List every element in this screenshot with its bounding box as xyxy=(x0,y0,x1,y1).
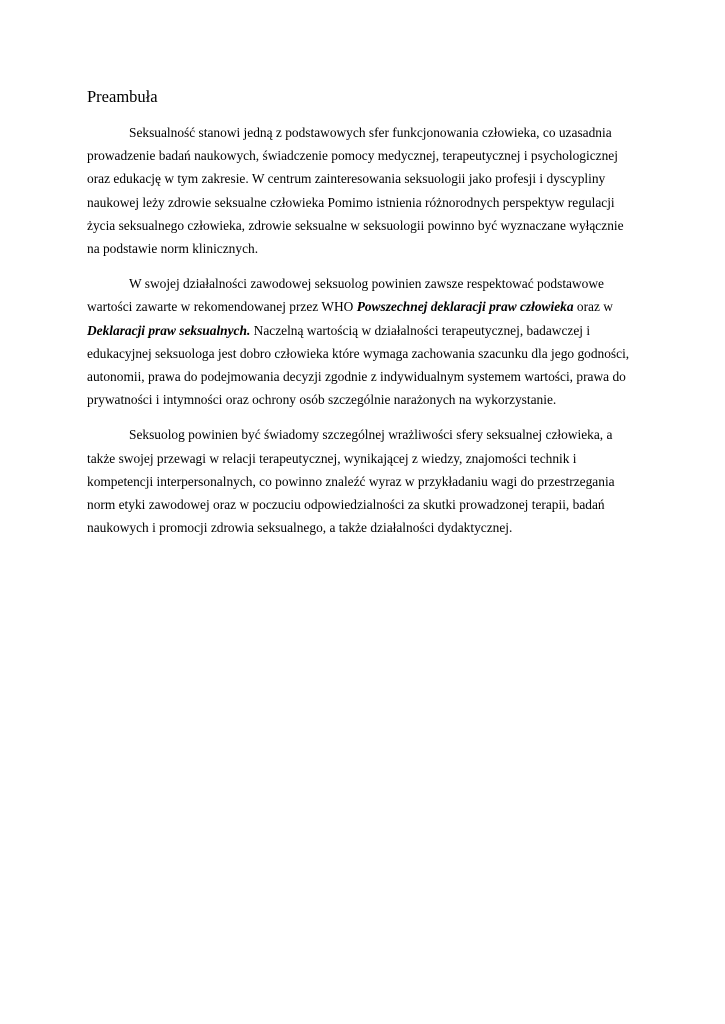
text-line xyxy=(87,191,637,214)
text-run: Seksuolog powinien być świadomy szczególnej wrażliwości sfery seksualnej człowieka, a xyxy=(129,427,613,443)
text-line xyxy=(87,295,637,318)
text-line xyxy=(87,516,637,539)
text-line xyxy=(87,388,637,411)
text-line xyxy=(87,342,637,365)
text-run: prowadzenie badań naukowych, świadczenie pomocy medycznej, terapeutycznej i psychologicznej xyxy=(87,148,618,164)
text-run: wartości zawarte w rekomendowanej przez WHO xyxy=(87,299,357,315)
text-line xyxy=(87,167,637,190)
text-run: życia seksualnego człowieka, zdrowie seksualne w seksuologii powinno być wyznaczane wyłącznie xyxy=(87,217,624,233)
text-line xyxy=(87,423,637,446)
text-run: oraz w xyxy=(573,299,613,315)
text-run: naukowej leży zdrowie seksualne człowieka Pomimo istnienia różnorodnych perspektyw regulacji xyxy=(87,194,615,210)
text-line xyxy=(87,272,637,295)
text-run: prywatności i intymności oraz ochrony osób szczególnie narażonych na wykorzystanie. xyxy=(87,392,557,408)
text-line xyxy=(87,493,637,516)
text-line xyxy=(87,470,637,493)
text-line xyxy=(87,121,637,144)
text-run: Naczelną wartością w działalności terapeutycznej, badawczej i xyxy=(250,322,591,338)
text-run: kompetencji interpersonalnych, co powinno znaleźć wyraz w przykładaniu wagi do przestrzegania xyxy=(87,473,615,489)
text-run: naukowych i promocji zdrowia seksualnego, a także działalności dydaktycznej. xyxy=(87,520,513,536)
text-run: także swojej przewagi w relacji terapeutycznej, wynikającej z wiedzy, znajomości technik i xyxy=(87,450,577,466)
paragraph xyxy=(87,121,637,260)
text-line xyxy=(87,365,637,388)
document-body xyxy=(87,121,637,551)
text-run: norm etyki zawodowej oraz w poczuciu odpowiedzialności za skutki prowadzonej terapii, badań xyxy=(87,497,605,513)
text-line xyxy=(87,319,637,342)
text-run: W swojej działalności zawodowej seksuolog powinien zawsze respektować podstawowe xyxy=(129,276,604,292)
text-line xyxy=(87,237,637,260)
text-run: oraz edukację w tym zakresie. W centrum zainteresowania seksuologii jako profesji i dyscypliny xyxy=(87,171,606,187)
text-run: Seksualność stanowi jedną z podstawowych sfer funkcjonowania człowieka, co uzasadnia xyxy=(129,125,612,140)
text-run: edukacyjnej seksuologa jest dobro człowieka które wymaga zachowania szacunku dla jego godności, xyxy=(87,345,630,361)
document-heading: Preambuła xyxy=(87,87,158,106)
paragraph xyxy=(87,272,637,411)
text-line xyxy=(87,447,637,470)
emphasized-title: Deklaracji praw seksualnych. xyxy=(87,322,251,338)
emphasized-title: Powszechnej deklaracji praw człowieka xyxy=(356,299,574,315)
text-run: na podstawie norm klinicznych. xyxy=(87,241,259,257)
text-line xyxy=(87,214,637,237)
text-run: autonomii, prawa do podejmowania decyzji zgodnie z indywidualnym systemem wartości, prawa do xyxy=(87,369,626,385)
text-line xyxy=(87,144,637,167)
paragraph xyxy=(87,423,637,539)
